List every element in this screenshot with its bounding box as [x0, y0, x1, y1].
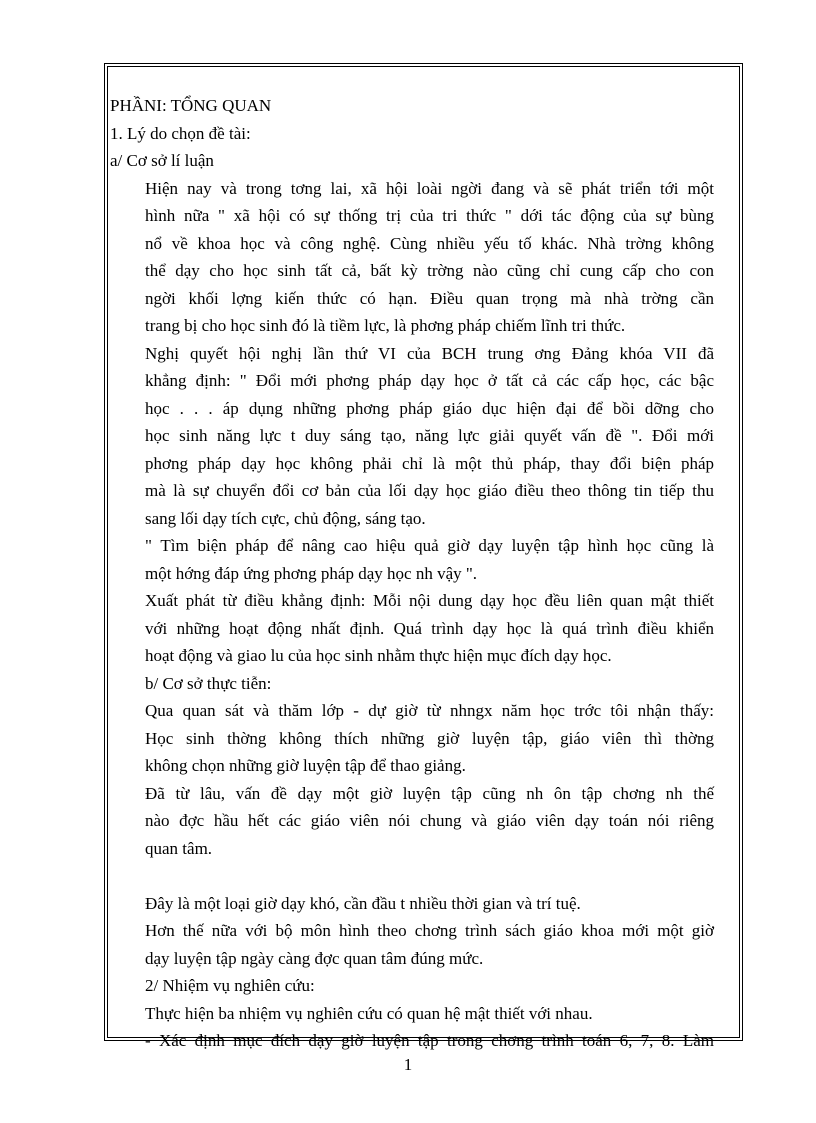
paragraph-line: Đây là một loại giờ dạy khó, cần đầu t nhiều thời gian và trí tuệ. [145, 893, 581, 913]
paragraph-line: mà là sự chuyển đổi cơ bản của lối dạy học giáo điều theo thông tin tiếp thu [145, 481, 714, 500]
paragraph-line: - Xác định mục đích dạy giờ luyện tập trong chơng trình toán 6, 7, 8. Làm [145, 1031, 714, 1050]
paragraph-line: không chọn những giờ luyện tập để thao giảng. [145, 756, 466, 775]
paragraph-line: hình nữa " xã hội có sự thống trị của tri thức " dới tác động của sự bùng [145, 206, 714, 225]
paragraph-line: thể dạy cho học sinh tất cả, bất kỳ trờng nào cũng chỉ cung cấp cho con [145, 261, 714, 280]
section-title: 1. Lý do chọn đề tài: [110, 123, 251, 143]
document-body [110, 92, 714, 1055]
paragraph-line: học . . . áp dụng những phơng pháp giáo dục hiện đại để bồi dỡng cho [145, 398, 714, 418]
paragraph-line: dạy luyện tập ngày càng đợc quan tâm đúng mức. [145, 948, 484, 968]
paragraph-line: Xuất phát từ điều khẳng định: Mỗi nội dung dạy học đều liên quan mật thiết [145, 591, 714, 610]
paragraph-line: Hơn thế nữa với bộ môn hình theo chơng trình sách giáo khoa mới một giờ [145, 921, 714, 940]
paragraph-line: nổ về khoa học và công nghệ. Cùng nhiều yếu tố khác. Nhà trờng không [145, 233, 714, 253]
paragraph-line: " Tìm biện pháp để nâng cao hiệu quả giờ dạy luyện tập hình học cũng là [145, 536, 714, 555]
paragraph-line: ngời khối lợng kiến thức có hạn. Điều quan trọng mà nhà trờng cần [145, 288, 714, 308]
paragraph-line: Nghị quyết hội nghị lần thứ VI của BCH trung ơng Đảng khóa VII đã [145, 343, 714, 363]
paragraph-line: Học sinh thờng không thích những giờ luyện tập, giáo viên thì thờng [145, 728, 714, 748]
paragraph-line: Thực hiện ba nhiệm vụ nghiên cứu có quan hệ mật thiết với nhau. [145, 1003, 593, 1023]
subsection-title: b/ Cơ sở thực tiễn: [145, 673, 272, 693]
part-heading: PHẦNI: TỔNG QUAN [110, 96, 272, 115]
page-number: 1 [403, 1055, 413, 1074]
paragraph-line: Hiện nay và trong tơng lai, xã hội loài ngời đang và sẽ phát triển tới một [145, 178, 714, 198]
paragraph-line: sang lối dạy tích cực, chủ động, sáng tạo. [145, 508, 426, 528]
section-title: 2/ Nhiệm vụ nghiên cứu: [145, 976, 315, 995]
paragraph-line: phơng pháp dạy học không phải chỉ là một thủ pháp, thay đổi biện pháp [145, 453, 714, 473]
paragraph-line: một hớng đáp ứng phơng pháp dạy học nh vậy ". [145, 563, 478, 583]
paragraph-line: nào đợc hầu hết các giáo viên nói chung và giáo viên dạy toán nói riêng [145, 811, 714, 830]
paragraph-line: với những hoạt động nhất định. Quá trình dạy học là quá trình điều khiển [145, 618, 714, 638]
paragraph-line: trang bị cho học sinh đó là tiềm lực, là phơng pháp chiếm lĩnh tri thức. [145, 316, 626, 335]
paragraph-line: quan tâm. [145, 838, 213, 858]
blank-line [110, 862, 714, 890]
paragraph-line: học sinh năng lực t duy sáng tạo, năng lực giải quyết vấn đề ". Đổi mới [145, 426, 714, 445]
paragraph-line: khẳng định: " Đổi mới phơng pháp dạy học ở tất cả các cấp học, các bậc [145, 371, 714, 390]
subsection-title: a/ Cơ sở lí luận [110, 151, 214, 170]
paragraph-line: Qua quan sát và thăm lớp - dự giờ từ nhngx năm học trớc tôi nhận thấy: [145, 701, 714, 720]
paragraph-line: hoạt động và giao lu của học sinh nhằm thực hiện mục đích dạy học. [145, 646, 612, 665]
paragraph-line: Đã từ lâu, vấn đề dạy một giờ luyện tập cũng nh ôn tập chơng nh thế [145, 783, 714, 803]
